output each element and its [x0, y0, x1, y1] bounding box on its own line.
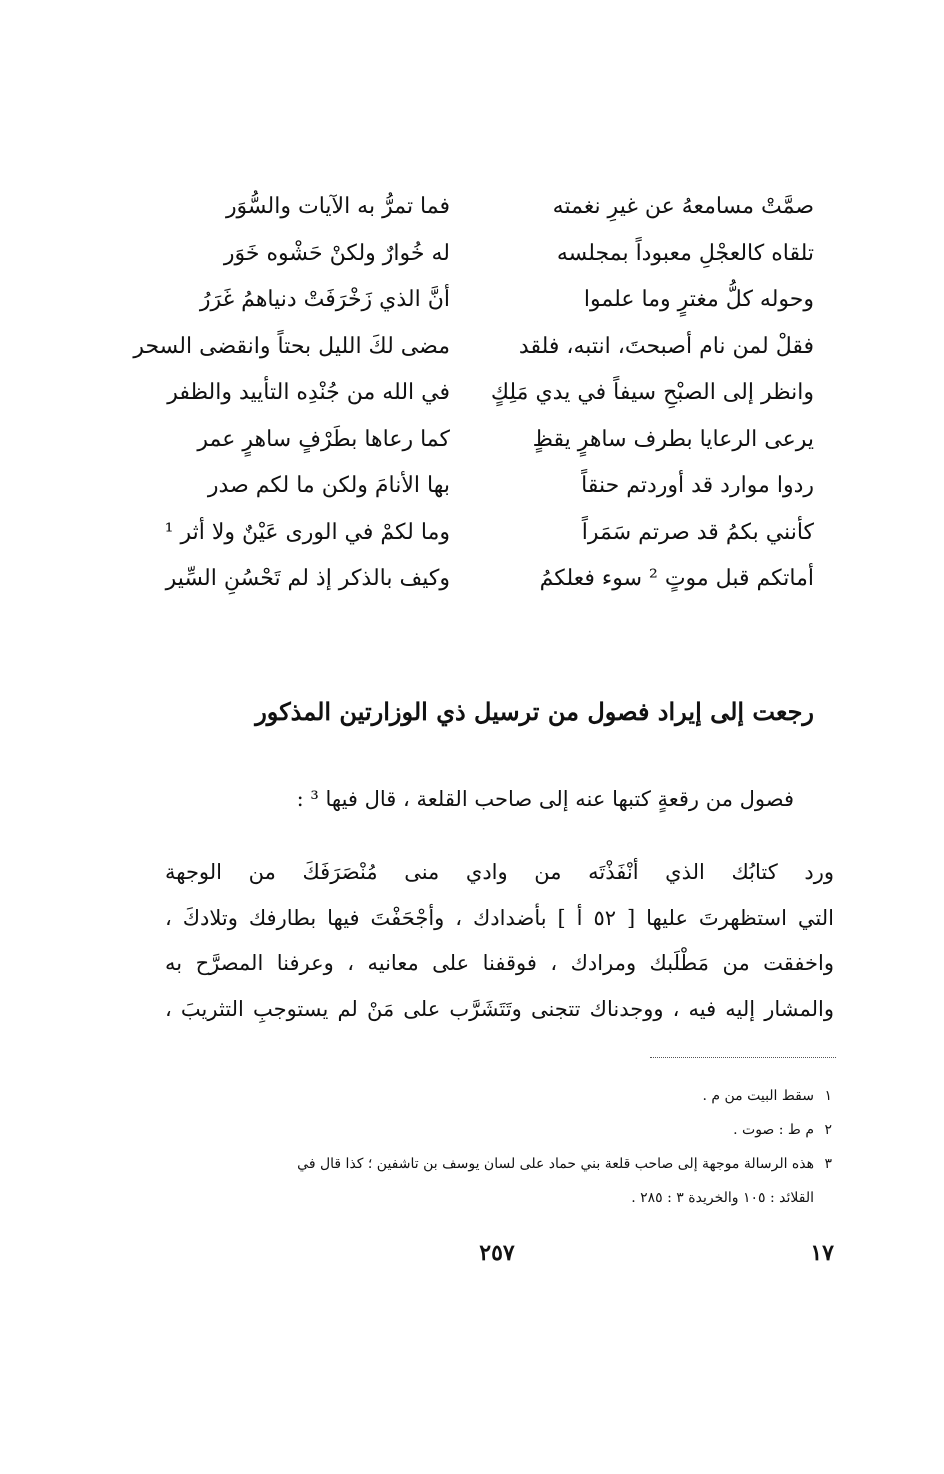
poem-verse	[160, 285, 814, 332]
section-intro: فصول من رقعةٍ كتبها عنه إلى صاحب القلعة ، قال فيها ³ :	[296, 787, 794, 811]
verse-first-hemistich: تلقاه كالعجْلِ معبوداً بمجلسه	[556, 240, 814, 266]
prose-paragraph	[165, 854, 834, 1036]
verse-first-hemistich: أماتكم قبل موتٍ ² سوء فعلكمُ	[539, 566, 814, 591]
poem-verse	[160, 518, 814, 565]
verse-first-hemistich: فقلْ لمن نام أصبحتَ، انتبه، فلقد	[518, 333, 814, 359]
verse-first-hemistich: صمَّتْ مسامعهُ عن غيرِ نغمته	[552, 194, 814, 219]
verse-first-hemistich: يرعى الرعايا بطرف ساهرٍ يقظٍ	[532, 426, 814, 452]
prose-line: واخفقت من مَطْلَبك ومرادك ، فوقفنا على معانيه ، وعرفنا المصرَّح به	[165, 951, 834, 975]
page-number: ٢٥٧	[479, 1240, 515, 1266]
prose-line: التي استظهرتَ عليها [ ٥٢ أ ] بأضدادك ، وأجْحَفْتَ فيها بطارفك وتلادكَ ،	[165, 905, 834, 930]
verse-second-hemistich: مضى لكَ الليل بحتاً وانقضى السحر	[133, 333, 450, 359]
footnote-text: سقط البيت من م .	[702, 1088, 814, 1104]
poem-verse	[160, 378, 814, 425]
verse-second-hemistich: بها الأنامَ ولكن ما لكم صدر	[207, 473, 450, 498]
poem-verse	[160, 239, 814, 286]
verse-second-hemistich: فما تمرُّ به الآيات والسُّوَر	[225, 194, 450, 219]
footnote-number: ٣	[824, 1156, 832, 1172]
verse-first-hemistich: ردوا موارد قد أوردتم حنقاً	[581, 473, 814, 498]
footnote-text: هذه الرسالة موجهة إلى صاحب قلعة بني حماد على لسان يوسف بن تاشفين ؛ كذا قال في	[297, 1156, 814, 1172]
poem-verse	[133, 332, 814, 379]
verse-second-hemistich: وما لكمْ في الورى عَيْنٌ ولا أثر ¹	[164, 519, 450, 545]
poem-verse	[160, 564, 814, 611]
verse-second-hemistich: كما رعاها بطَرْفٍ ساهرٍ عمر	[197, 426, 450, 452]
footnote-text: القلائد : ١٠٥ والخريدة ٣ : ٢٨٥ .	[631, 1190, 814, 1206]
footnote	[165, 1120, 832, 1154]
verse-second-hemistich: في الله من جُنْدِه التأييد والظفر	[167, 380, 450, 405]
prose-line: والمشار إليه فيه ، ووجدناك تتجنى وتَتَشَرَّب على مَنْ لم يستوجبِ التثريبَ ،	[165, 996, 834, 1021]
poem-verse	[160, 192, 814, 239]
footnote	[165, 1086, 832, 1120]
poem	[133, 192, 814, 611]
footnote-number: ١	[824, 1088, 832, 1104]
prose-line: ورد كتابُك الذي أنْفَذْتَه من وادي منى مُنْصَرَفَكَ من الوجهة	[165, 860, 834, 884]
footnotes	[165, 1086, 832, 1222]
footnote-number: ٢	[824, 1122, 832, 1138]
verse-first-hemistich: وانظر إلى الصبْحِ سيفاً في يدي مَلِكٍ	[490, 380, 814, 405]
footnote-continuation	[165, 1188, 832, 1222]
verse-second-hemistich: أنَّ الذي زَخْرَفَتْ دنياهمُ غَرَرُ	[199, 287, 450, 312]
verse-second-hemistich: وكيف بالذكر إذ لم تَحْسُنِ السِّير	[165, 566, 450, 591]
section-heading: رجعت إلى إيراد فصول من ترسيل ذي الوزارتين المذكور	[255, 697, 814, 726]
verse-second-hemistich: له خُوارٌ ولكنْ حَشْوه خَوَر	[223, 240, 450, 266]
verse-first-hemistich: كأنني بكمُ قد صرتم سَمَراً	[581, 519, 814, 545]
footnote	[165, 1154, 832, 1188]
verse-first-hemistich: وحوله كلُّ مغترٍ وما علموا	[583, 287, 814, 312]
poem-verse	[160, 471, 814, 518]
poem-verse	[160, 425, 814, 472]
footnote-text: م ط : صوت .	[733, 1122, 814, 1138]
signature-number: ١٧	[810, 1240, 834, 1266]
footnote-divider	[650, 1057, 836, 1058]
